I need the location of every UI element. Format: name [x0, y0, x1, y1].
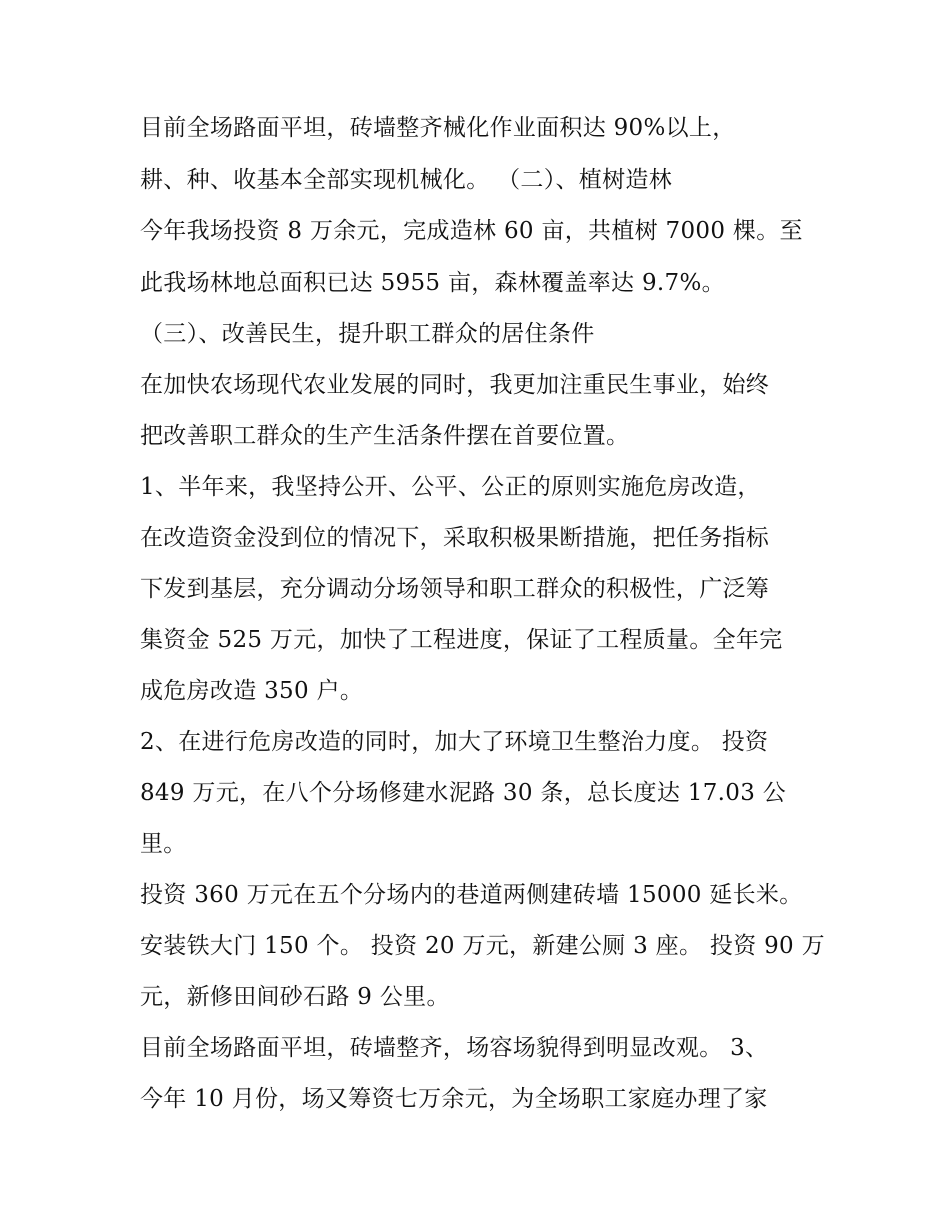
text-line: 在改造资金没到位的情况下，采取积极果断措施，把任务指标	[140, 525, 770, 551]
text-line: 目前全场路面平坦，砖墙整齐械化作业面积达 90%以上，	[140, 115, 736, 141]
text-line: 里。	[140, 831, 187, 857]
text-line: 此我场林地总面积已达 5955 亩，森林覆盖率达 9.7%。	[140, 270, 725, 296]
text-line: 耕、种、收基本全部实现机械化。 （二）、植树造林	[140, 167, 673, 193]
text-line: 2、在进行危房改造的同时，加大了环境卫生整治力度。 投资	[140, 729, 769, 755]
text-line: 今年 10 月份，场又筹资七万余元，为全场职工家庭办理了家	[140, 1086, 768, 1112]
text-line: 集资金 525 万元，加快了工程进度，保证了工程质量。全年完	[140, 627, 783, 653]
section-heading: （三）、改善民生，提升职工群众的居住条件	[140, 321, 595, 347]
text-line: 今年我场投资 8 万余元，完成造林 60 亩，共植树 7000 棵。至	[140, 218, 803, 244]
text-line: 下发到基层，充分调动分场领导和职工群众的积极性，广泛筹	[140, 576, 770, 602]
text-line: 在加快农场现代农业发展的同时，我更加注重民生事业，始终	[140, 372, 770, 398]
text-line: 元，新修田间砂石路 9 公里。	[140, 984, 450, 1010]
text-line: 投资 360 万元在五个分场内的巷道两侧建砖墙 15000 延长米。	[140, 882, 803, 908]
text-line: 把改善职工群众的生产生活条件摆在首要位置。	[140, 423, 630, 449]
text-line: 安装铁大门 150 个。 投资 20 万元，新建公厕 3 座。 投资 90 万	[140, 933, 825, 959]
text-line: 目前全场路面平坦，砖墙整齐，场容场貌得到明显改观。 3、	[140, 1035, 769, 1061]
text-line: 成危房改造 350 户。	[140, 678, 364, 704]
text-line: 1、半年来，我坚持公开、公平、公正的原则实施危房改造，	[140, 474, 761, 500]
text-line: 849 万元，在八个分场修建水泥路 30 条，总长度达 17.03 公	[140, 780, 787, 806]
